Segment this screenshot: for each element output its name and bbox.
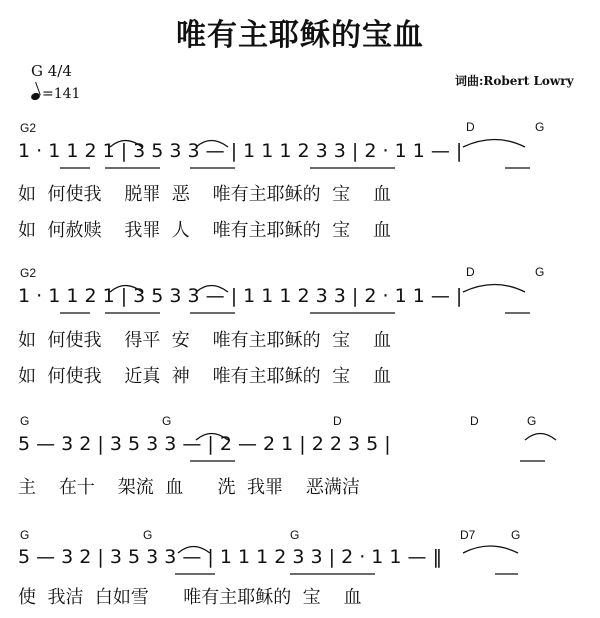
chord-label: G xyxy=(162,414,172,428)
lyric-line: 如 何使我 近真 神 唯有主耶稣的 宝 血 xyxy=(18,366,391,387)
slur-mark xyxy=(196,434,228,441)
notation-line: 1 · 1 1 2 1 | 3 5 3 3 — | 1 1 1 2 3 3 | 2 · 1 1 — | xyxy=(18,285,463,307)
lyric-line: 使 我洁 白如雪 唯有主耶稣的 宝 血 xyxy=(18,587,362,608)
chord-label: G xyxy=(20,528,30,542)
chord-label: D xyxy=(470,414,479,428)
chord-label: G2 xyxy=(20,266,37,280)
slur-mark xyxy=(525,434,556,441)
lyric-line: 主 在十 架流 血 洗 我罪 恶满洁 xyxy=(18,477,360,498)
tempo-value: =141 xyxy=(42,86,81,102)
slur-mark xyxy=(110,286,142,293)
composer-credit: 词曲:Robert Lowry xyxy=(455,74,574,88)
chord-label: G xyxy=(20,414,30,428)
notation-line: 5 — 3 2 | 3 5 3 3 — | 2 — 2 1 | 2 2 3 5 | xyxy=(18,433,391,455)
slur-mark xyxy=(110,141,142,148)
lyric-line: 如 何赦赎 我罪 人 唯有主耶稣的 宝 血 xyxy=(18,220,391,241)
slur-mark xyxy=(463,140,525,148)
chord-label: D xyxy=(466,265,475,279)
notation-line: 1 · 1 1 2 1 | 3 5 3 3 — | 1 1 1 2 3 3 | 2 · 1 1 — | xyxy=(18,140,463,162)
chord-label: G xyxy=(511,528,521,542)
chord-label: D xyxy=(333,414,342,428)
slur-mark xyxy=(196,286,228,293)
slur-mark xyxy=(196,141,228,148)
chord-label: G xyxy=(290,528,300,542)
chord-label: G xyxy=(535,265,545,279)
slur-mark xyxy=(463,285,525,293)
chord-label: D7 xyxy=(460,528,476,542)
chord-label: G2 xyxy=(20,121,37,135)
chord-label: G xyxy=(143,528,153,542)
chord-label: G xyxy=(527,414,537,428)
song-title: 唯有主耶稣的宝血 xyxy=(176,18,424,53)
chord-label: G xyxy=(535,120,545,134)
chord-label: D xyxy=(466,120,475,134)
slur-mark xyxy=(178,547,210,554)
lyric-line: 如 何使我 脱罪 恶 唯有主耶稣的 宝 血 xyxy=(18,184,391,205)
slur-mark xyxy=(463,546,518,553)
notation-line: 5 — 3 2 | 3 5 3 3 — | 1 1 1 2 3 3 | 2 · 1 1 — ‖ xyxy=(18,546,443,568)
key-signature: G 4/4 xyxy=(31,62,72,80)
lyric-line: 如 何使我 得平 安 唯有主耶稣的 宝 血 xyxy=(18,330,391,351)
